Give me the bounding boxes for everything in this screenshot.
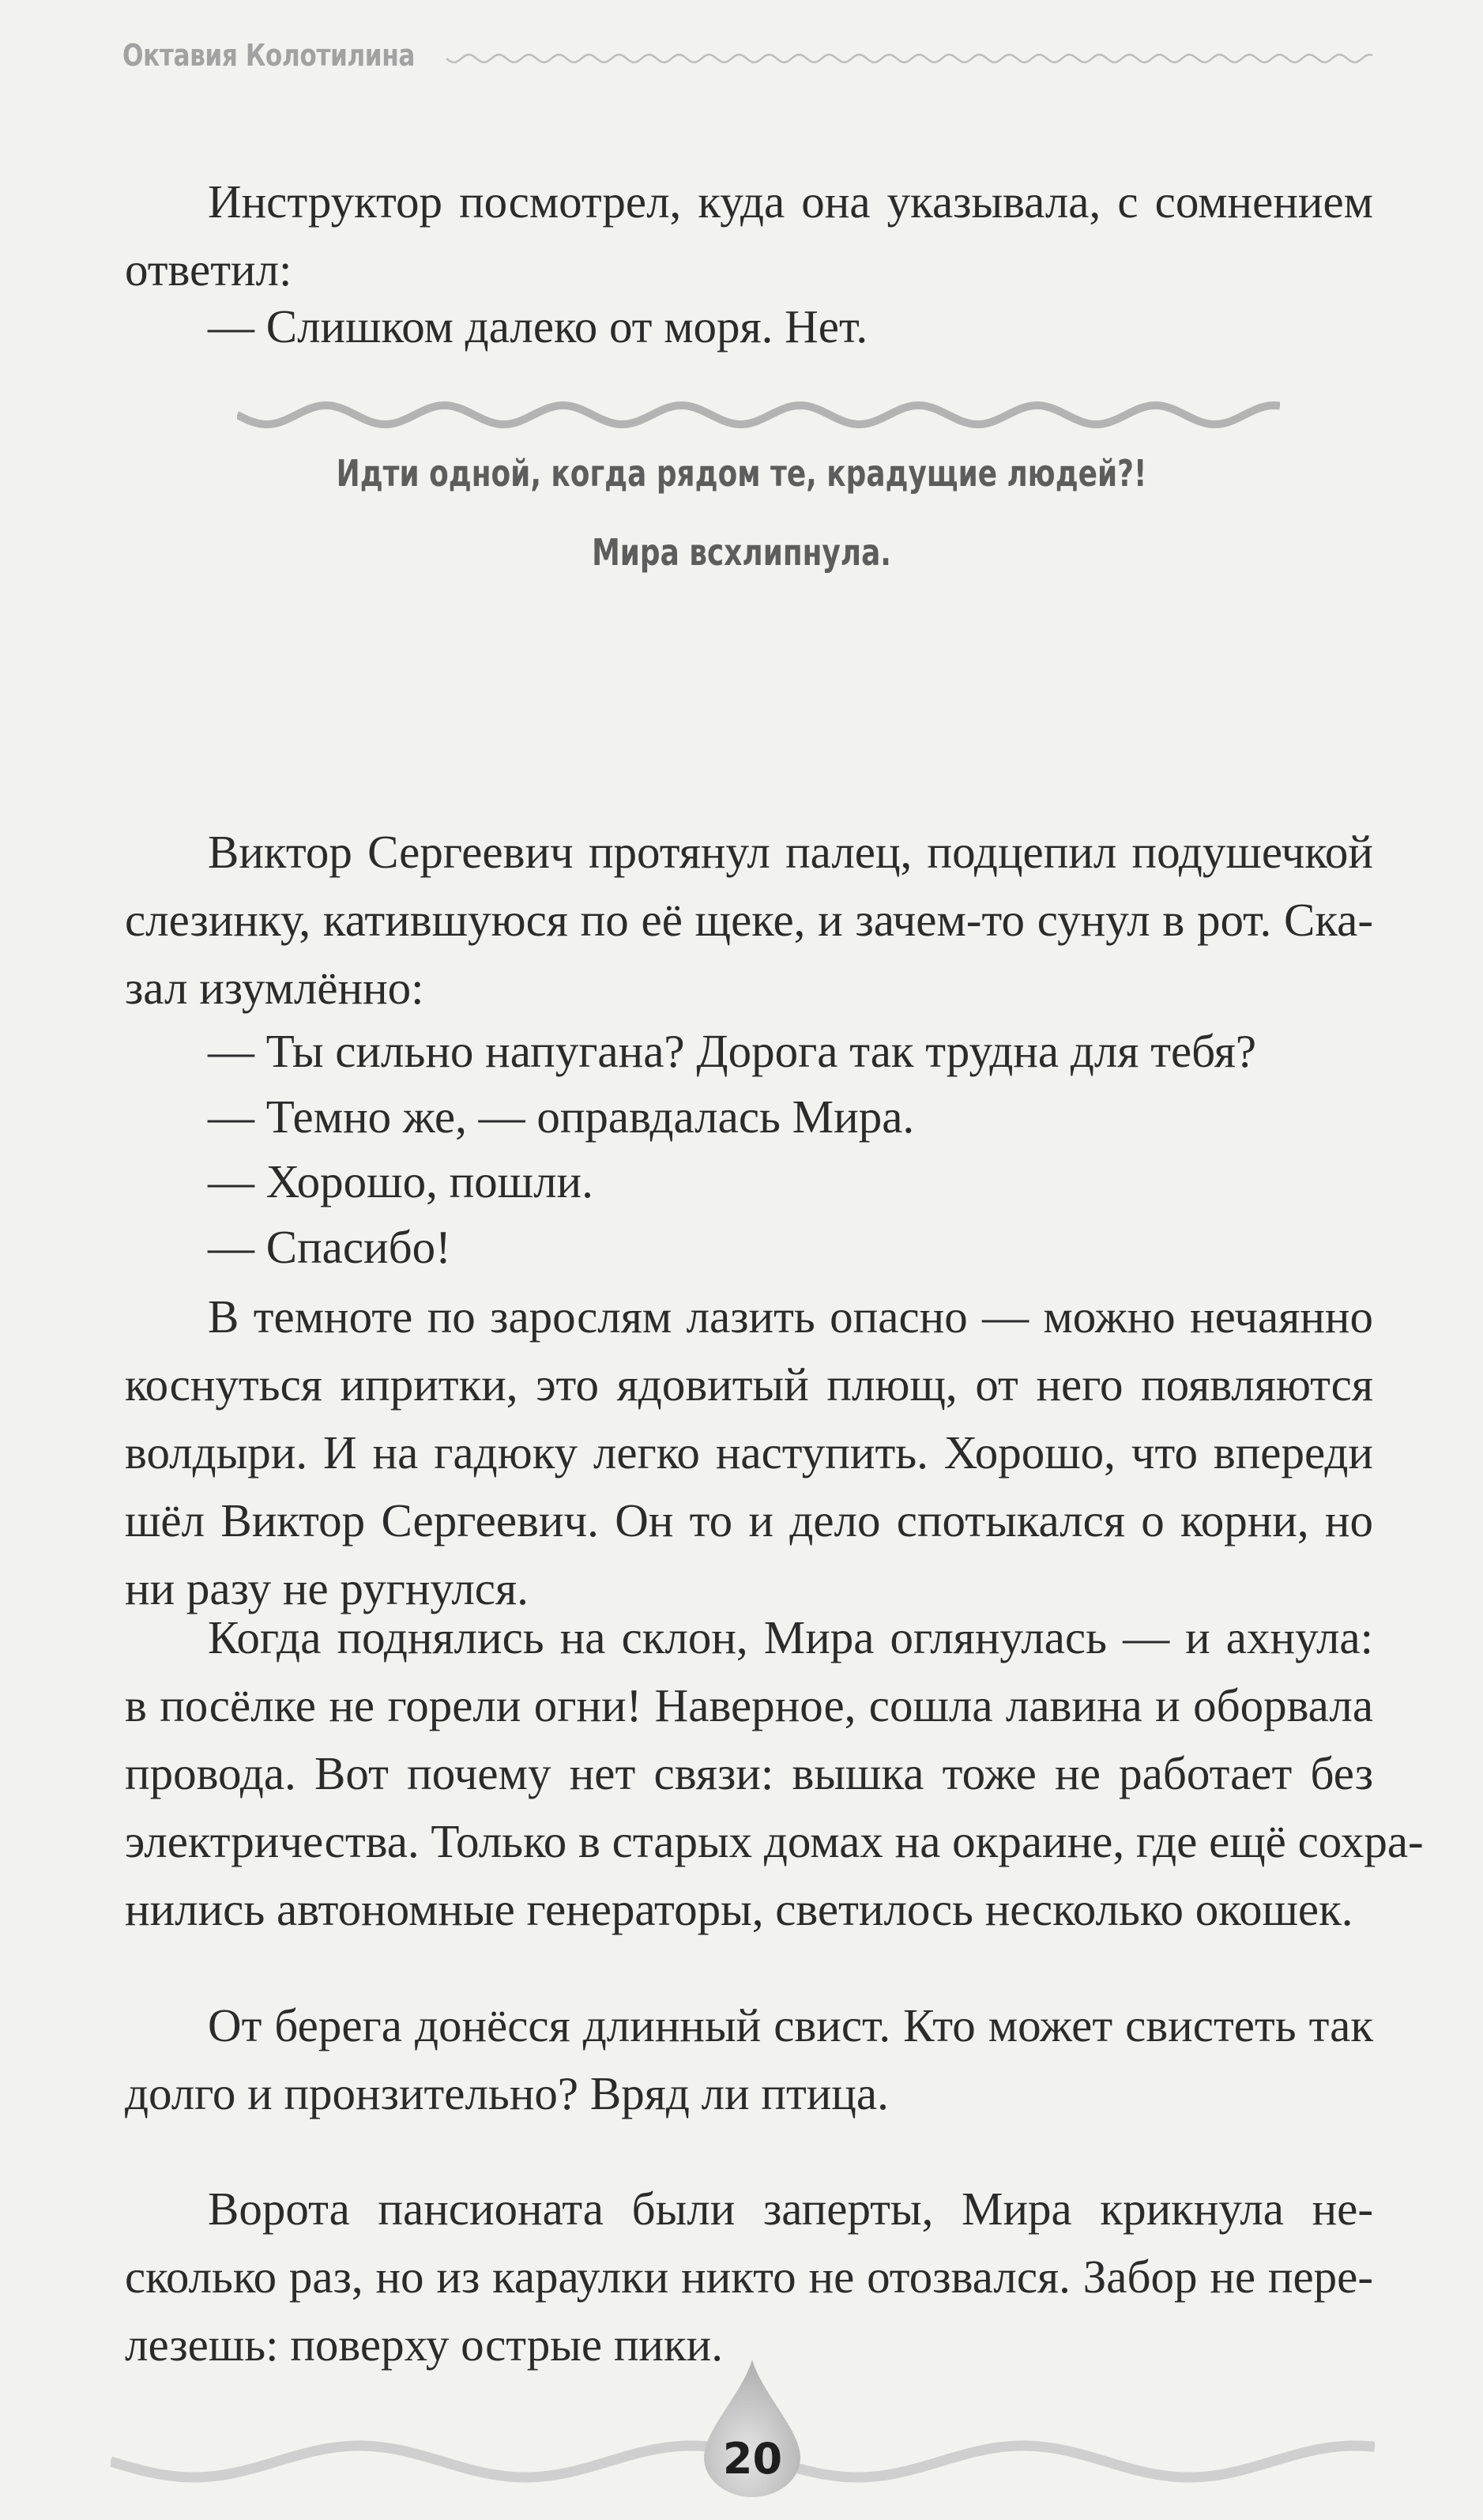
text-line: зал изумлённо: bbox=[125, 962, 424, 1014]
text-line: Виктор Сергеевич протянул палец, подцепил подушечкой bbox=[208, 826, 1373, 878]
paragraph bbox=[125, 1147, 1373, 1215]
text-line: ответил: bbox=[125, 243, 292, 296]
wave-line bbox=[446, 55, 1372, 62]
text-line: От берега донёсся длинный свист. Кто может свистеть так bbox=[208, 1999, 1373, 2051]
paragraph bbox=[125, 1991, 1373, 2127]
paragraph bbox=[125, 1603, 1424, 1943]
thought-subheading: Мира всхлипнула. bbox=[592, 531, 891, 574]
text-line: Ворота пансионата были заперты, Мира крикнула не- bbox=[208, 2183, 1373, 2235]
text-line: В темноте по зарослям лазить опасно — можно нечаянно bbox=[208, 1290, 1373, 1343]
text-line: Инструктор посмотрел, куда она указывала, с сомнением bbox=[208, 175, 1373, 228]
paragraph bbox=[125, 1017, 1373, 1085]
text-line: — Темно же, — оправдалась Мира. bbox=[208, 1090, 915, 1143]
paragraph bbox=[125, 1213, 1373, 1281]
text-line: электричества. Только в старых домах на окраине, где ещё сохра- bbox=[125, 1815, 1424, 1867]
paragraph bbox=[125, 168, 1373, 303]
paragraph bbox=[125, 1083, 1373, 1151]
section-wave-divider bbox=[237, 395, 1280, 435]
text-line: нились автономные генераторы, светилось несколько окошек. bbox=[125, 1883, 1353, 1935]
text-line: — Хорошо, пошли. bbox=[208, 1155, 593, 1207]
paragraph bbox=[125, 2175, 1373, 2379]
text-line: провода. Вот почему нет связи: вышка тоже не работает без bbox=[125, 1747, 1373, 1799]
text-line: шёл Виктор Сергеевич. Он то и дело спотыкался о корни, но bbox=[125, 1494, 1373, 1546]
text-line: слезинку, катившуюся по её щеке, и зачем-то сунул в рот. Ска- bbox=[125, 894, 1373, 946]
text-line: долго и пронзительно? Вряд ли птица. bbox=[125, 2067, 889, 2119]
text-line: волдыри. И на гадюку легко наступить. Хорошо, что впереди bbox=[125, 1426, 1373, 1478]
text-line: Когда поднялись на склон, Мира оглянулась — и ахнула: bbox=[208, 1611, 1373, 1663]
text-line: — Спасибо! bbox=[208, 1221, 451, 1273]
text-line: коснуться ипритки, это ядовитый плющ, от него появляются bbox=[125, 1358, 1373, 1411]
text-line: в посёлке не горели огни! Наверное, сошла лавина и оборвала bbox=[125, 1679, 1373, 1731]
wave-line bbox=[237, 405, 1280, 424]
text-line: ни разу не ругнулся. bbox=[125, 1562, 529, 1614]
text-line: сколько раз, но из караулки никто не отозвался. Забор не пере- bbox=[125, 2251, 1373, 2303]
header-wave-divider bbox=[446, 49, 1375, 68]
paragraph bbox=[125, 1283, 1373, 1622]
page-number: 20 bbox=[722, 2434, 783, 2484]
running-header-author: Октавия Колотилина bbox=[122, 38, 415, 73]
text-line: лезешь: поверху острые пики. bbox=[125, 2318, 723, 2371]
thought-heading: Идти одной, когда рядом те, крадущие людей?! bbox=[336, 452, 1147, 495]
paragraph bbox=[125, 818, 1373, 1022]
text-line: — Ты сильно напугана? Дорога так трудна для тебя? bbox=[208, 1025, 1257, 1077]
text-line: — Слишком далеко от моря. Нет. bbox=[208, 300, 868, 352]
paragraph bbox=[125, 292, 1373, 360]
